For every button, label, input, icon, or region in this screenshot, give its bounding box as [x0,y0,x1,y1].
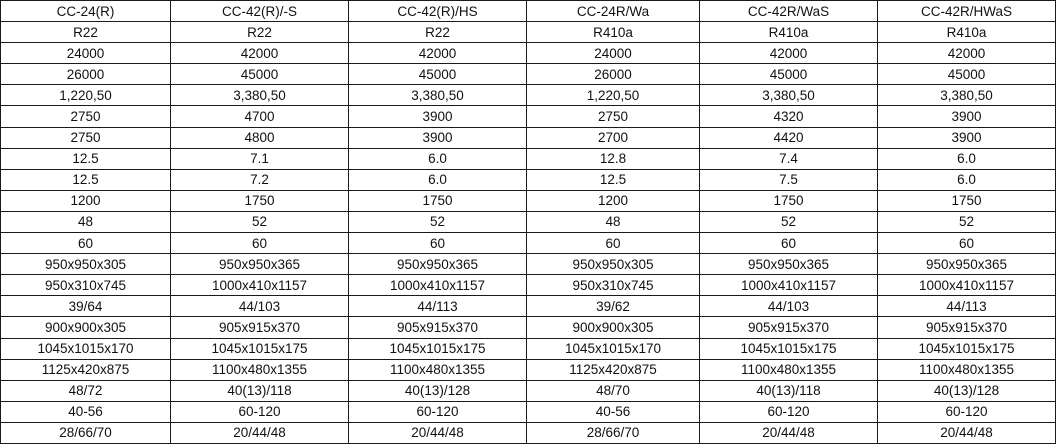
column-header: CC-42R/WaS [700,1,878,22]
table-cell: 2700 [527,127,700,148]
table-cell: 905x915x370 [349,317,527,338]
table-cell: 26000 [1,64,171,85]
table-cell: 44/113 [878,296,1056,317]
table-cell: 42000 [171,43,349,64]
table-cell: 905x915x370 [171,317,349,338]
column-header: CC-42(R)/HS [349,1,527,22]
table-cell: 1000x410x1157 [349,275,527,296]
column-header: CC-24(R) [1,1,171,22]
table-cell: 44/103 [171,296,349,317]
table-row [1,148,1056,169]
table-row [1,338,1056,359]
table-row [1,85,1056,106]
table-row [1,169,1056,190]
table-cell: 40(13)/118 [171,380,349,401]
table-cell: 905x915x370 [878,317,1056,338]
table-cell: 28/66/70 [1,422,171,443]
table-cell: 44/113 [349,296,527,317]
table-cell: 1125x420x875 [1,359,171,380]
table-cell: 3,380,50 [349,85,527,106]
table-cell: 12.5 [1,148,171,169]
table-header [1,1,1056,22]
table-cell: R410a [527,22,700,43]
table-row [1,190,1056,211]
table-cell: 1000x410x1157 [700,275,878,296]
table-cell: 12.5 [527,169,700,190]
table-cell: 60 [700,233,878,254]
table-cell: 60-120 [171,401,349,422]
table-body [1,22,1056,444]
table-cell: 39/64 [1,296,171,317]
table-cell: 1750 [700,190,878,211]
table-cell: 1125x420x875 [527,359,700,380]
table-row [1,380,1056,401]
table-cell: 24000 [1,43,171,64]
table-cell: 45000 [349,64,527,85]
table-cell: 7.4 [700,148,878,169]
table-row [1,422,1056,443]
table-cell: 12.8 [527,148,700,169]
table-cell: 60 [349,233,527,254]
table-cell: 60 [527,233,700,254]
table-cell: 40(13)/118 [700,380,878,401]
table-cell: 52 [349,211,527,232]
table-cell: 20/44/48 [349,422,527,443]
table-cell: 7.5 [700,169,878,190]
table-cell: 48 [527,211,700,232]
table-cell: 45000 [878,64,1056,85]
table-cell: 1,220,50 [527,85,700,106]
table-cell: 4700 [171,106,349,127]
table-cell: 42000 [700,43,878,64]
table-cell: 52 [878,211,1056,232]
table-cell: 1045x1015x175 [878,338,1056,359]
table-row [1,296,1056,317]
table-cell: 26000 [527,64,700,85]
table-cell: 1100x480x1355 [700,359,878,380]
table-cell: 3,380,50 [878,85,1056,106]
table-cell: 1750 [349,190,527,211]
table-cell: R22 [1,22,171,43]
table-cell: 1100x480x1355 [171,359,349,380]
table-cell: 60-120 [349,401,527,422]
table-row [1,233,1056,254]
table-cell: 950x310x745 [1,275,171,296]
table-cell: 20/44/48 [878,422,1056,443]
table-cell: 950x310x745 [527,275,700,296]
table-cell: 12.5 [1,169,171,190]
table-cell: 4800 [171,127,349,148]
table-row [1,64,1056,85]
table-cell: 1200 [527,190,700,211]
table-cell: 950x950x365 [349,254,527,275]
table-cell: 950x950x365 [171,254,349,275]
table-cell: 950x950x305 [1,254,171,275]
table-row [1,211,1056,232]
table-cell: 60-120 [878,401,1056,422]
table-cell: 24000 [527,43,700,64]
table-cell: 1000x410x1157 [171,275,349,296]
table-cell: 950x950x305 [527,254,700,275]
table-row [1,401,1056,422]
table-cell: 7.1 [171,148,349,169]
table-cell: 20/44/48 [700,422,878,443]
table-row [1,43,1056,64]
table-cell: 3900 [878,106,1056,127]
table-cell: 60 [1,233,171,254]
table-cell: 1100x480x1355 [349,359,527,380]
table-cell: 40(13)/128 [878,380,1056,401]
table-cell: 20/44/48 [171,422,349,443]
table-cell: 39/62 [527,296,700,317]
column-header: CC-42R/HWaS [878,1,1056,22]
table-cell: 950x950x365 [700,254,878,275]
table-row [1,317,1056,338]
table-cell: R22 [349,22,527,43]
table-cell: 4320 [700,106,878,127]
table-cell: R410a [878,22,1056,43]
table-cell: 3,380,50 [700,85,878,106]
table-row [1,254,1056,275]
table-cell: 7.2 [171,169,349,190]
table-cell: 1750 [878,190,1056,211]
table-cell: 1750 [171,190,349,211]
table-cell: 1100x480x1355 [878,359,1056,380]
table-row [1,275,1056,296]
table-cell: 60 [171,233,349,254]
table-cell: 1045x1015x170 [527,338,700,359]
table-cell: 3900 [878,127,1056,148]
table-cell: 1045x1015x175 [700,338,878,359]
table-cell: 48/70 [527,380,700,401]
table-cell: R410a [700,22,878,43]
table-cell: 1045x1015x175 [349,338,527,359]
table-cell: 900x900x305 [1,317,171,338]
table-cell: 60-120 [700,401,878,422]
table-cell: 6.0 [878,169,1056,190]
table-cell: 4420 [700,127,878,148]
table-cell: 900x900x305 [527,317,700,338]
table-cell: 40(13)/128 [349,380,527,401]
table-cell: 28/66/70 [527,422,700,443]
column-header: CC-24R/Wa [527,1,700,22]
table-cell: 1045x1015x175 [171,338,349,359]
table-cell: 1045x1015x170 [1,338,171,359]
table-cell: 48/72 [1,380,171,401]
table-cell: 6.0 [878,148,1056,169]
table-cell: 2750 [1,106,171,127]
table-cell: 6.0 [349,148,527,169]
table-cell: 42000 [349,43,527,64]
table-row [1,22,1056,43]
table-cell: 45000 [171,64,349,85]
table-cell: 905x915x370 [700,317,878,338]
table-cell: 52 [700,211,878,232]
table-cell: R22 [171,22,349,43]
table-cell: 950x950x365 [878,254,1056,275]
table-cell: 1000x410x1157 [878,275,1056,296]
table-cell: 52 [171,211,349,232]
table-cell: 2750 [527,106,700,127]
table-cell: 44/103 [700,296,878,317]
table-cell: 3900 [349,106,527,127]
header-row [1,1,1056,22]
table-cell: 40-56 [527,401,700,422]
table-cell: 6.0 [349,169,527,190]
table-cell: 2750 [1,127,171,148]
column-header: CC-42(R)/-S [171,1,349,22]
table-cell: 1200 [1,190,171,211]
table-row [1,106,1056,127]
table-row [1,127,1056,148]
table-cell: 60 [878,233,1056,254]
table-cell: 42000 [878,43,1056,64]
table-cell: 40-56 [1,401,171,422]
table-cell: 3900 [349,127,527,148]
table-cell: 1,220,50 [1,85,171,106]
table-cell: 3,380,50 [171,85,349,106]
table-cell: 48 [1,211,171,232]
table-cell: 45000 [700,64,878,85]
table-row [1,359,1056,380]
